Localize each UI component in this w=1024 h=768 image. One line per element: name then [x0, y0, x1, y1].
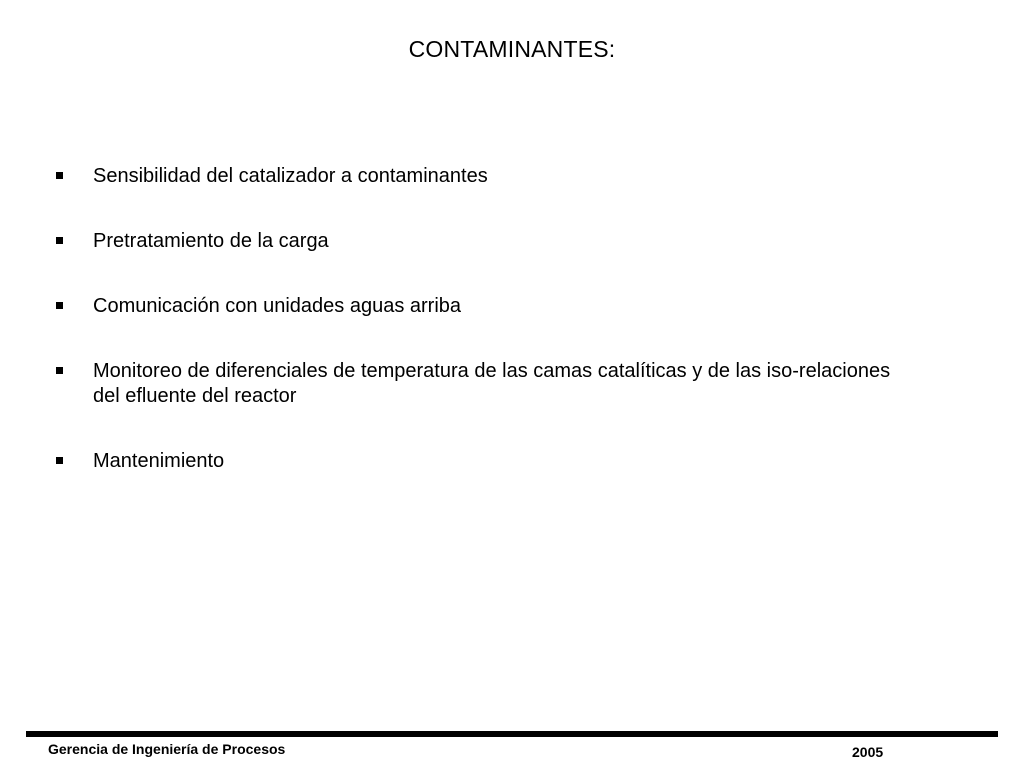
- bullet-text: Pretratamiento de la carga: [93, 230, 329, 252]
- square-bullet-icon: [56, 449, 93, 464]
- list-item: [56, 294, 916, 319]
- slide-title: CONTAMINANTES:: [408, 36, 616, 62]
- bullet-text: Comunicación con unidades aguas arriba: [93, 295, 462, 317]
- bullet-text: Monitoreo de diferenciales de temperatura de las camas catalíticas y de las iso-relaciones del efluente del reactor: [93, 360, 891, 407]
- list-item: [56, 449, 916, 474]
- list-item: [56, 229, 916, 254]
- list-item: [56, 359, 916, 409]
- bullet-text: Sensibilidad del catalizador a contaminantes: [93, 165, 488, 187]
- list-item: [56, 164, 916, 189]
- footer-year: 2005: [852, 744, 884, 760]
- square-bullet-icon: [56, 164, 93, 179]
- bullet-text: Mantenimiento: [93, 450, 225, 472]
- square-bullet-icon: [56, 229, 93, 244]
- bullet-list: [56, 164, 916, 514]
- footer-divider: [26, 731, 998, 737]
- footer-organization: Gerencia de Ingeniería de Procesos: [48, 741, 286, 757]
- square-bullet-icon: [56, 294, 93, 309]
- square-bullet-icon: [56, 359, 93, 374]
